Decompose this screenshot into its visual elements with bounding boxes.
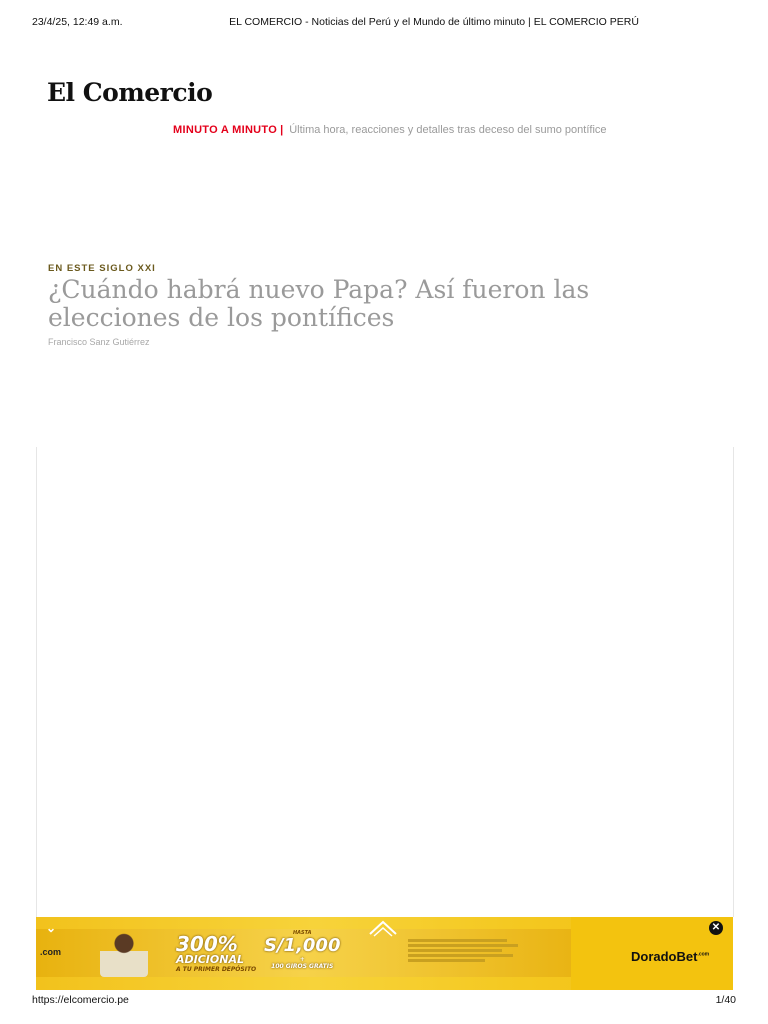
ad-legal-text xyxy=(408,939,518,962)
ad-promo-small: A TU PRIMER DEPÓSITO xyxy=(176,966,257,973)
ad-brand-box[interactable] xyxy=(571,917,733,990)
ticker-tag: MINUTO A MINUTO xyxy=(173,124,278,136)
ad-promo xyxy=(176,934,256,974)
breaking-ticker[interactable] xyxy=(173,124,607,136)
ad-brand[interactable] xyxy=(631,949,709,964)
print-url: https://elcomercio.pe xyxy=(32,994,129,1006)
article-headline[interactable]: ¿Cuándo habrá nuevo Papa? Así fueron las elecciones de los pontífices xyxy=(48,275,590,332)
article-author[interactable]: Francisco Sanz Gutiérrez xyxy=(48,337,150,347)
print-page-number: 1/40 xyxy=(715,994,736,1006)
ad-left-text: .com xyxy=(40,947,62,957)
article-kicker[interactable]: EN ESTE SIGLO XXI xyxy=(48,263,156,274)
print-doc-title: EL COMERCIO - Noticias del Perú y el Mundo de último minuto | EL COMERCIO PERÚ xyxy=(229,16,639,28)
ad-amount-mid: 100 GIROS GRATIS xyxy=(271,963,334,970)
chevron-up-icon[interactable] xyxy=(368,917,398,937)
ticker-text[interactable]: Última hora, reacciones y detalles tras deceso del sumo pontífice xyxy=(289,124,607,136)
ad-person-image xyxy=(100,929,148,977)
print-date: 23/4/25, 12:49 a.m. xyxy=(32,16,123,28)
ad-amount-up: HASTA xyxy=(292,930,312,936)
print-header xyxy=(32,16,736,32)
ad-promo-big: 300% xyxy=(176,932,238,956)
ticker-separator: | xyxy=(280,124,284,136)
ad-amount xyxy=(264,930,340,970)
article-media-placeholder xyxy=(36,447,734,917)
site-logo[interactable]: El Comercio xyxy=(47,78,213,107)
close-icon[interactable]: ✕ xyxy=(709,921,723,935)
ad-promo-mid: ADICIONAL xyxy=(176,953,244,966)
advertisement-banner[interactable] xyxy=(36,917,733,990)
ad-brand-suffix: .com xyxy=(697,951,710,958)
chevron-down-icon[interactable]: ⌄ xyxy=(46,921,57,935)
ad-amount-plus: + xyxy=(299,956,305,963)
ad-brand-name: DoradoBet xyxy=(631,949,698,964)
print-footer xyxy=(32,994,736,1008)
ad-amount-big: S/1,000 xyxy=(264,935,341,956)
